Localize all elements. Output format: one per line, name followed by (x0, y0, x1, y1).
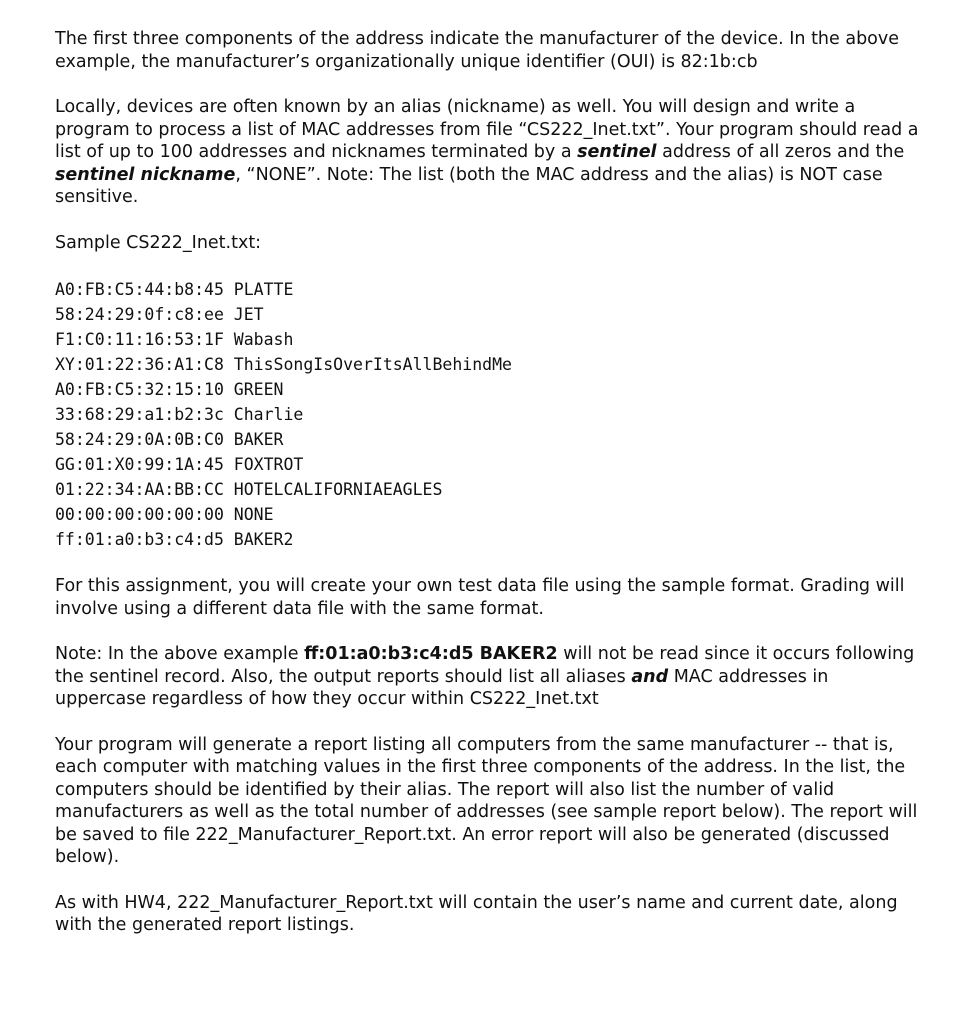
document-body (55, 28, 925, 937)
paragraph-alias (55, 96, 925, 209)
sample-line: GG:01:X0:99:1A:45 FOXTROT (55, 455, 304, 474)
spacer (55, 552, 925, 575)
paragraph-test-data: For this assignment, you will create your own test data file using the sample format. Grading will involve using a different data file with the same format. (55, 576, 905, 619)
paragraph-oui: The first three components of the address indicate the manufacturer of the device. In the above example, the manufacturer’s organizationally unique identifier (OUI) is 82:1b:cb (55, 29, 900, 72)
sample-line: XY:01:22:36:A1:C8 ThisSongIsOverItsAllBehindMe (55, 355, 512, 374)
spacer (55, 869, 925, 892)
paragraph-hw4: As with HW4, 222_Manufacturer_Report.txt will contain the user’s name and current date, along with the generated report listings. (55, 892, 898, 935)
sample-heading: Sample CS222_Inet.txt: (55, 232, 262, 253)
sample-line: ff:01:a0:b3:c4:d5 BAKER2 (55, 530, 294, 549)
spacer (55, 73, 925, 96)
sample-file-listing (55, 277, 925, 552)
paragraph-report: Your program will generate a report listing all computers from the same manufacturer -- that is, each computer with matching values in the first three components of the address. In the list, the computers should be identified by their alias. The report will also list the number of valid manufacturers as well as the total number of addresses (see sample report below). The report will be saved to file 222_Manufacturer_Report.txt. An error report will also be generated (discussed below). (55, 734, 918, 867)
sample-line: A0:FB:C5:32:15:10 GREEN (55, 380, 284, 399)
sample-line: F1:C0:11:16:53:1F Wabash (55, 330, 294, 349)
spacer (55, 620, 925, 643)
text-span: Note: In the above example (55, 644, 305, 664)
text-span: address of all zeros and the (656, 142, 905, 162)
spacer (55, 254, 925, 277)
emphasis-sentinel: sentinel (577, 142, 657, 162)
text-span: , “NONE”. Note: The list (both the MAC address and the alias) is NOT case sensitive. (55, 164, 883, 207)
sample-line: 01:22:34:AA:BB:CC HOTELCALIFORNIAEAGLES (55, 480, 443, 499)
text-span: Locally, devices are often known by an alias (nickname) as well. You will design and write a program to process a list of MAC addresses from file “CS222_Inet.txt”. Your program should read a list of up to 100 addresses and nicknames terminated by a (55, 97, 919, 162)
emphasis-sentinel-nickname: sentinel nickname (55, 164, 236, 185)
sample-line: 00:00:00:00:00:00 NONE (55, 505, 274, 524)
emphasis-and: and (631, 666, 669, 687)
sample-line: A0:FB:C5:44:b8:45 PLATTE (55, 280, 294, 299)
sample-line: 33:68:29:a1:b2:3c Charlie (55, 405, 304, 424)
spacer (55, 711, 925, 734)
spacer (55, 209, 925, 232)
sample-line: 58:24:29:0f:c8:ee JET (55, 305, 264, 324)
text-span: MAC addresses in uppercase regardless of how they occur within CS222_Inet.txt (55, 666, 829, 709)
paragraph-note (55, 643, 925, 711)
sample-line: 58:24:29:0A:0B:C0 BAKER (55, 430, 284, 449)
text-span: will not be read since it occurs following the sentinel record. Also, the output reports should list all aliases (55, 644, 915, 687)
bold-record: ff:01:a0:b3:c4:d5 BAKER2 (304, 644, 558, 664)
